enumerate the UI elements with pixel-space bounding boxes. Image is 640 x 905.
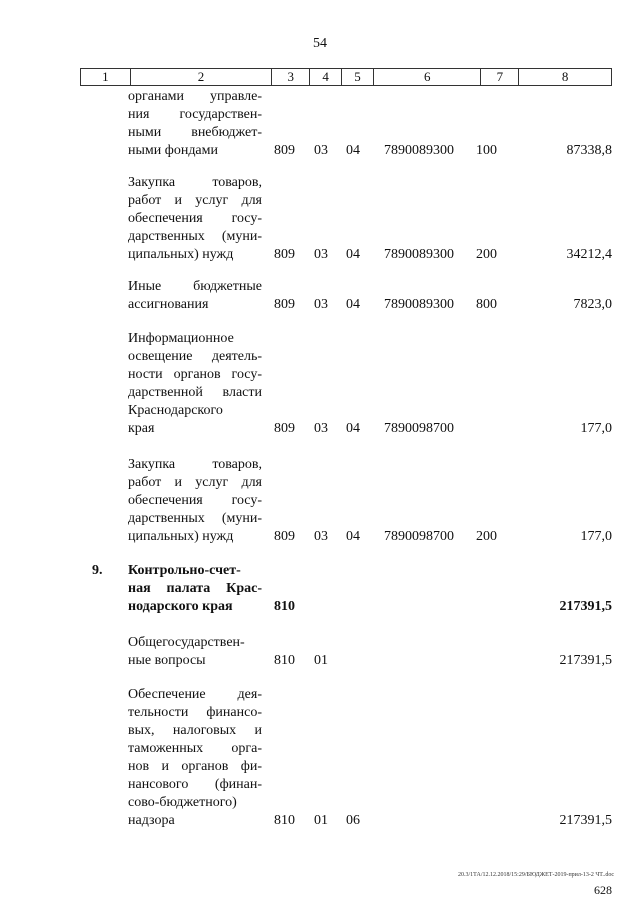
desc-line: освещение деятель- [128,349,262,364]
desc-line: края [128,421,155,436]
desc-line: ными внебюджет- [128,125,262,140]
cell-target-article: 7890098700 [384,421,454,436]
cell-target-article: 7890098700 [384,529,454,544]
cell-subsection: 04 [346,143,360,158]
header-col-4: 4 [310,69,342,85]
desc-line: обеспечения госу- [128,493,262,508]
desc-line: нодарского края [128,599,233,614]
cell-ministry: 809 [274,529,295,544]
cell-expense-type: 200 [476,247,497,262]
row-description [128,88,262,160]
desc-line: дарственных (муни- [128,511,262,526]
file-path-note: 20.3/1ТА/12.12.2018/15:29/БЮДЖЕТ-2019-прил-13-2 ЧТ..doc [457,872,614,878]
cell-ministry: 809 [274,143,295,158]
row-description [128,634,262,670]
table-row [0,278,640,314]
desc-line: работ и услуг для [128,193,262,208]
cell-ministry: 809 [274,247,295,262]
desc-line: Закупка товаров, [128,175,262,190]
row-description [128,174,262,264]
desc-line: работ и услуг для [128,475,262,490]
header-col-5: 5 [342,69,374,85]
row-description [128,456,262,546]
desc-line: ная палата Крас- [128,581,262,596]
cell-expense-type: 800 [476,297,497,312]
cell-amount: 7823,0 [573,297,612,312]
table-row [0,686,640,830]
header-col-8: 8 [561,69,569,84]
cell-section: 03 [314,247,328,262]
desc-line: ципальных) нужд [128,247,234,262]
page-number: 54 [313,36,327,51]
table-row [0,330,640,438]
desc-line: Контрольно-счет- [128,563,241,578]
cell-ministry: 810 [274,599,295,614]
desc-line: Информационное [128,331,234,346]
cell-section: 03 [314,143,328,158]
cell-subsection: 04 [346,247,360,262]
cell-expense-type: 200 [476,529,497,544]
cell-ministry: 810 [274,653,295,668]
cell-target-article: 7890089300 [384,143,454,158]
cell-subsection: 04 [346,297,360,312]
cell-ministry: 809 [274,421,295,436]
desc-line: надзора [128,813,175,828]
cell-amount: 217391,5 [559,813,612,828]
table-row [0,634,640,670]
desc-line: Обеспечение дея- [128,687,262,702]
desc-line: ассигнования [128,297,209,312]
cell-subsection: 04 [346,529,360,544]
row-description [128,686,262,830]
desc-line: тельности финансо- [128,705,262,720]
desc-line: ности органов госу- [128,367,262,382]
cell-section: 01 [314,813,328,828]
desc-line: Закупка товаров, [128,457,262,472]
desc-line: дарственных (муни- [128,229,262,244]
row-description [128,562,262,616]
desc-line: Иные бюджетные [128,279,262,294]
header-col-2: 2 [131,69,272,85]
row-number: 9. [92,563,103,578]
cell-expense-type: 100 [476,143,497,158]
cell-amount: 177,0 [580,421,612,436]
table-row-section [0,562,640,616]
cell-section: 03 [314,297,328,312]
table-row [0,88,640,160]
cell-ministry: 809 [274,297,295,312]
desc-line: органами управле- [128,89,262,104]
cell-section: 03 [314,421,328,436]
cell-target-article: 7890089300 [384,297,454,312]
desc-line: обеспечения госу- [128,211,262,226]
header-col-3: 3 [272,69,310,85]
cell-amount: 177,0 [580,529,612,544]
desc-line: ния государствен- [128,107,262,122]
desc-line: ными фондами [128,143,219,158]
cell-amount: 34212,4 [566,247,612,262]
table-header [80,68,612,86]
cell-subsection: 06 [346,813,360,828]
footer-page-number: 628 [594,883,612,897]
desc-line: Общегосударствен- [128,635,245,650]
header-col-7: 7 [481,69,519,85]
header-col-6: 6 [374,69,482,85]
table-row [0,456,640,546]
cell-section: 03 [314,529,328,544]
desc-line: дарственной власти [128,385,262,400]
desc-line: ципальных) нужд [128,529,234,544]
row-description [128,278,262,314]
desc-line: сово-бюджетного) [128,795,237,810]
cell-amount: 87338,8 [566,143,612,158]
cell-section: 01 [314,653,328,668]
desc-line: нансового (финан- [128,777,262,792]
desc-line: вых, налоговых и [128,723,262,738]
desc-line: таможенных орга- [128,741,262,756]
cell-amount: 217391,5 [559,653,612,668]
desc-line: ные вопросы [128,653,206,668]
header-col-1: 1 [81,69,131,85]
cell-subsection: 04 [346,421,360,436]
cell-target-article: 7890089300 [384,247,454,262]
desc-line: Краснодарского [128,403,223,418]
desc-line: нов и органов фи- [128,759,262,774]
cell-amount: 217391,5 [559,599,612,614]
table-row [0,174,640,264]
row-description [128,330,262,438]
cell-ministry: 810 [274,813,295,828]
